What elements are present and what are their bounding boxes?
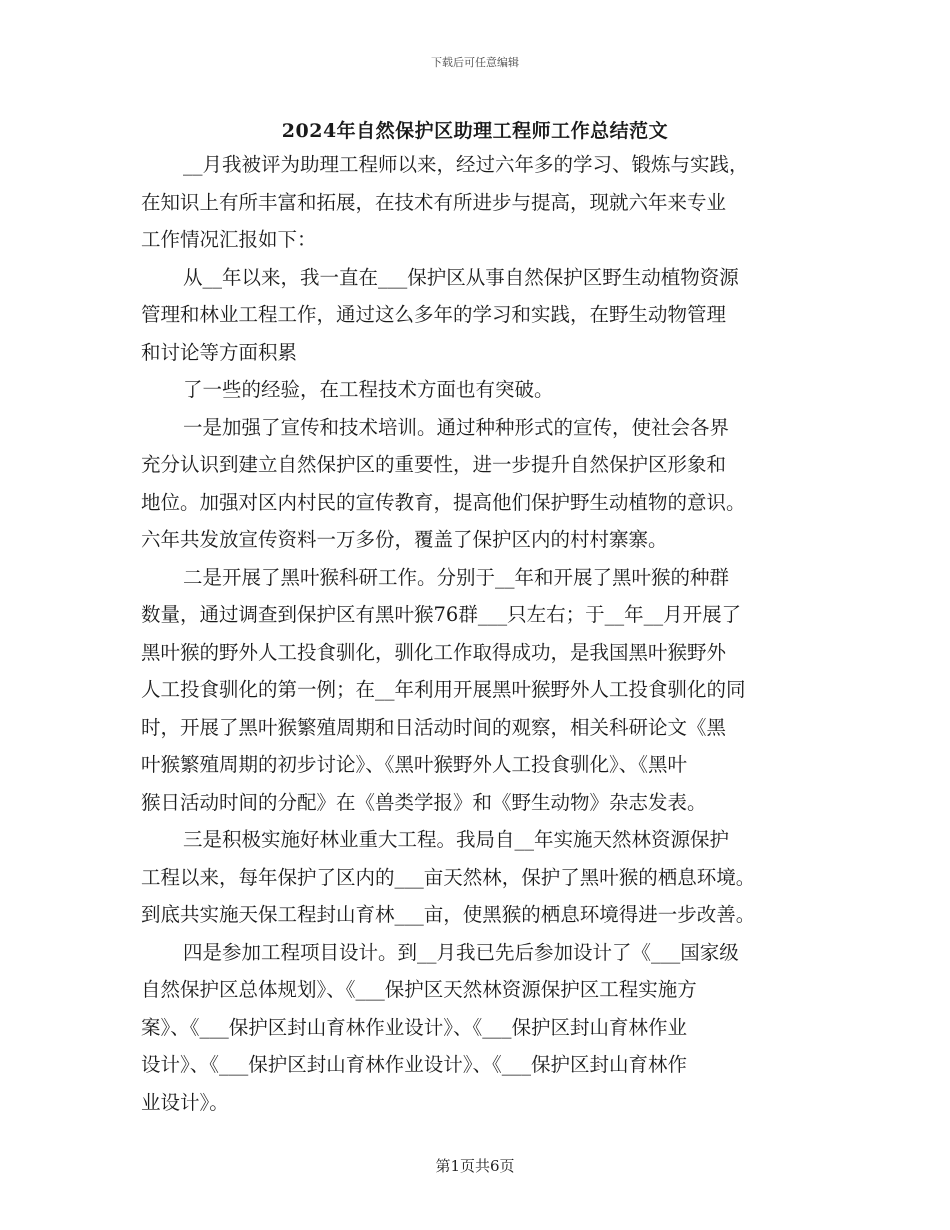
text-line: __月我被评为助理工程师以来，经过六年多的学习、锻炼与实践，: [183, 153, 749, 176]
page-footer: 第1页共6页: [435, 1157, 515, 1175]
document-body: [141, 146, 813, 1121]
text-line: 案》、《___保护区封山育林作业设计》、《___保护区封山育林作业: [141, 1015, 688, 1039]
document-title: 2024年自然保护区助理工程师工作总结范文: [281, 120, 669, 142]
text-line: 到底共实施天保工程封山育林___亩，使黑猴的栖息环境得进一步改善。: [141, 903, 756, 926]
page-header: 下载后可任意编辑: [431, 56, 519, 69]
text-line: 业设计》。: [141, 1090, 229, 1114]
text-line: 和讨论等方面积累: [141, 340, 298, 364]
text-line: 工程以来，每年保护了区内的___亩天然林，保护了黑叶猴的栖息环境。: [141, 865, 756, 889]
text-line: 四是参加工程项目设计。到__月我已先后参加设计了《___国家级: [183, 940, 739, 964]
text-line: 工作情况汇报如下：: [141, 228, 317, 251]
text-line: 充分认识到建立自然保护区的重要性，进一步提升自然保护区形象和: [141, 453, 727, 476]
text-line: 一是加强了宣传和技术培训。通过种种形式的宣传，使社会各界: [183, 415, 730, 439]
text-line: 从__年以来，我一直在___保护区从事自然保护区野生动植物资源: [183, 265, 739, 289]
text-line: 自然保护区总体规划》、《___保护区天然林资源保护区工程实施方: [141, 978, 697, 1001]
text-line: 时，开展了黑叶猴繁殖周期和日活动时间的观察，相关科研论文《黑: [141, 715, 727, 739]
text-line: 二是开展了黑叶猴科研工作。分别于__年和开展了黑叶猴的种群: [183, 565, 730, 589]
text-line: 在知识上有所丰富和拓展，在技术有所进步与提高，现就六年来专业: [141, 190, 727, 214]
text-line: 人工投食驯化的第一例；在__年利用开展黑叶猴野外人工投食驯化的同: [141, 678, 746, 701]
text-line: 三是积极实施好林业重大工程。我局自__年实施天然林资源保护: [183, 828, 730, 851]
text-line: 管理和林业工程工作，通过这么多年的学习和实践，在野生动物管理: [141, 303, 727, 326]
text-line: 设计》、《___保护区封山育林作业设计》、《___保护区封山育林作: [141, 1053, 688, 1076]
text-line: 黑叶猴的野外人工投食驯化，驯化工作取得成功，是我国黑叶猴野外: [141, 640, 727, 664]
text-line: 叶猴繁殖周期的初步讨论》、《黑叶猴野外人工投食驯化》、《黑叶: [141, 753, 688, 776]
text-line: 数量，通过调查到保护区有黑叶猴76群___只左右；于__年__月开展了: [141, 603, 742, 626]
text-line: 地位。加强对区内村民的宣传教育，提高他们保护野生动植物的意识。: [141, 490, 746, 514]
text-line: 了一些的经验，在工程技术方面也有突破。: [183, 378, 554, 401]
text-line: 猴日活动时间的分配》在《兽类学报》和《野生动物》杂志发表。: [141, 790, 707, 814]
text-line: 六年共发放宣传资料一万多份，覆盖了保护区内的村村寨寨。: [141, 528, 668, 551]
